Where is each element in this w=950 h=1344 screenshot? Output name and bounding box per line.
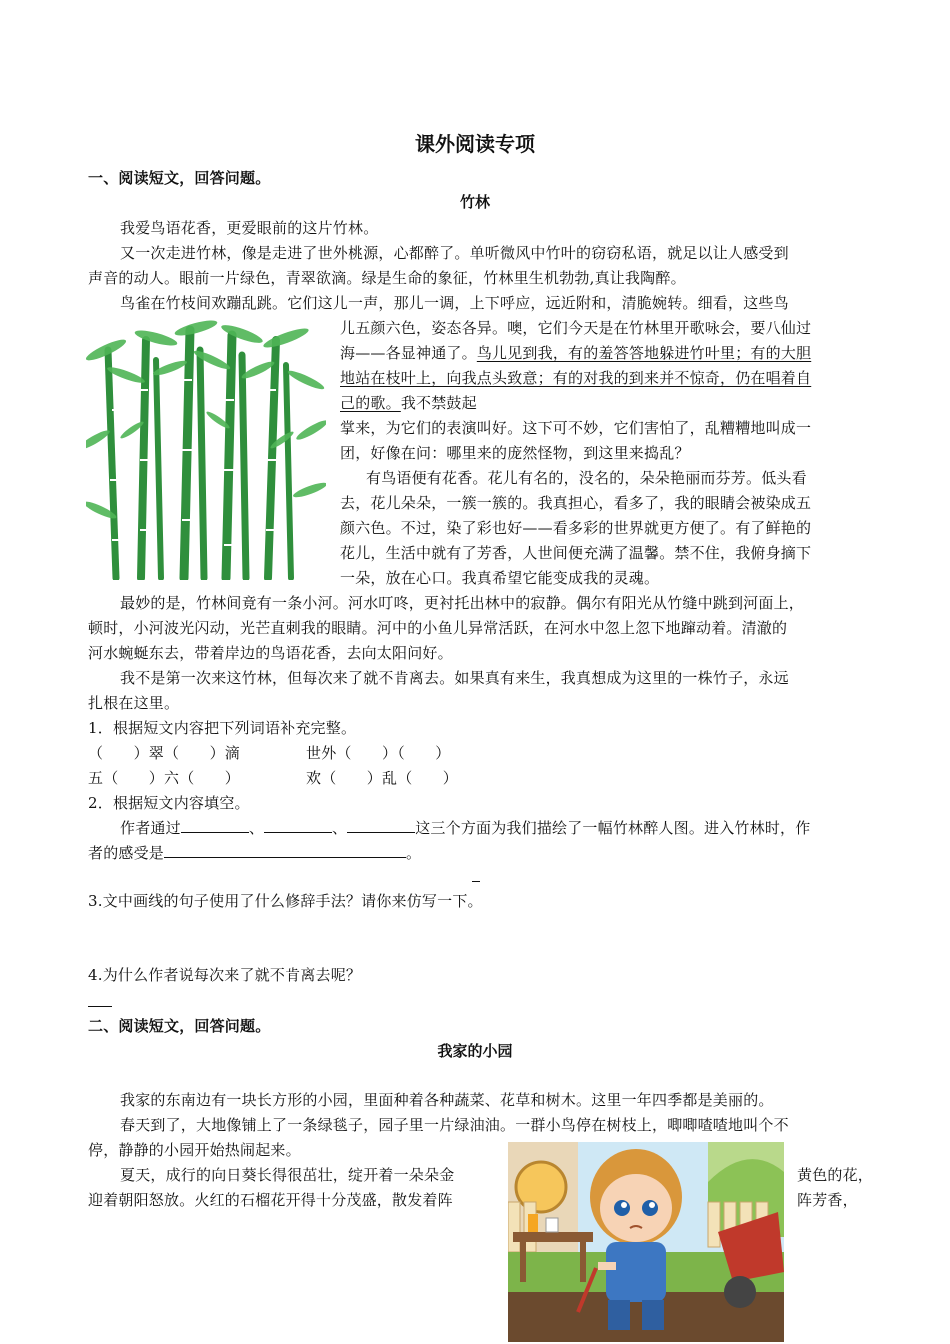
underlined-sentence: 地站在枝叶上，向我点头致意；有的对我的到来并不惊奇，仍在唱着自: [340, 369, 812, 387]
question-2: 2．根据短文内容填空。: [88, 794, 250, 812]
underlined-sentence: 己的歌。: [340, 394, 401, 412]
bamboo-illustration: [86, 320, 326, 580]
passage1-paragraph: 团，好像在问：哪里来的庞然怪物，到这里来捣乱？: [340, 444, 690, 462]
passage2-paragraph: 我家的东南边有一块长方形的小园，里面种着各种蔬菜、花草和树木。这里一年四季都是美丽的。: [120, 1091, 774, 1109]
text-run: 。: [406, 844, 422, 862]
question-4: 4.为什么作者说每次来了就不肯离去呢？: [88, 966, 362, 984]
answer-blank[interactable]: [347, 816, 415, 833]
question-2-fill: [88, 841, 863, 866]
passage1-paragraph: 花儿，生活中就有了芳香，人世间便充满了温馨。禁不住，我俯身摘下: [340, 544, 812, 562]
answer-blank[interactable]: [181, 816, 249, 833]
passage1-paragraph: 去，花儿朵朵，一簇一簇的。我真担心，看多了，我的眼睛会被染成五: [340, 494, 812, 512]
passage2-paragraph: 停，静静的小园开始热闹起来。: [88, 1141, 301, 1159]
answer-blank[interactable]: [164, 841, 406, 858]
passage2-paragraph: 春天到了，大地像铺上了一条绿毯子，园子里一片绿油油。一群小鸟停在树枝上，唧唧喳喳地叫个不: [120, 1116, 789, 1134]
passage1-paragraph: 河水蜿蜒东去，带着岸边的鸟语花香，去向太阳问好。: [88, 644, 453, 662]
question-1: 1．根据短文内容把下列词语补充完整。: [88, 719, 357, 737]
passage1-paragraph: 有鸟语便有花香。花儿有名的，没名的，朵朵艳丽而芬芳。低头看: [366, 469, 807, 487]
question-3: 3.文中画线的句子使用了什么修辞手法？请你来仿写一下。: [88, 892, 483, 910]
fill-blank-item[interactable]: 欢（ ）乱（ ）: [306, 769, 459, 787]
passage1-paragraph: 我不是第一次来这竹林，但每次来了就不肯离去。如果真有来生，我真想成为这里的一株竹子，永远: [120, 669, 789, 687]
passage1-paragraph: [340, 366, 865, 391]
passage2-paragraph: 夏天，成行的向日葵长得很茁壮，绽开着一朵朵金: [120, 1166, 455, 1184]
underlined-sentence: 鸟儿见到我，有的羞答答地躲进竹叶里；有的大胆: [476, 344, 812, 362]
text-run: 作者通过: [120, 819, 181, 837]
passage1-title: 竹林: [459, 193, 490, 211]
text-run: 、: [332, 819, 348, 837]
fill-blank-item[interactable]: （ ）翠（ ）滴: [88, 744, 241, 762]
passage1-paragraph: 鸟雀在竹枝间欢蹦乱跳。它们这儿一声，那儿一调，上下呼应，远近附和，清脆婉转。细看，这些鸟: [120, 294, 789, 312]
passage1-paragraph: [340, 391, 865, 416]
passage1-paragraph: 又一次走进竹林，像是走进了世外桃源，心都醉了。单听微风中竹叶的窃窃私语，就足以让人感受到: [120, 244, 789, 262]
passage1-paragraph: 一朵，放在心口。我真希望它能变成我的灵魂。: [340, 569, 660, 587]
section2-heading: 二、阅读短文，回答问题。: [88, 1017, 271, 1035]
passage1-paragraph: 儿五颜六色，姿态各异。噢，它们今天是在竹林里开歌咏会，要八仙过: [340, 319, 812, 337]
passage1-paragraph: 我爱鸟语花香，更爱眼前的这片竹林。: [120, 219, 379, 237]
passage1-paragraph: 顿时，小河波光闪动，光芒直刺我的眼睛。河中的小鱼儿异常活跃，在河水中忽上忽下地蹿动着。清澈的: [88, 619, 788, 637]
text-run: 这三个方面为我们描绘了一幅竹林醉人图。进入竹林时，作: [415, 819, 811, 837]
section1-heading: 一、阅读短文，回答问题。: [88, 169, 271, 187]
passage1-paragraph: 最妙的是，竹林间竟有一条小河。河水叮咚，更衬托出林中的寂静。偶尔有阳光从竹缝中跳到河面上，: [120, 594, 805, 612]
stray-mark: [472, 881, 480, 882]
fill-blank-item[interactable]: 世外（ ）（ ）: [306, 744, 451, 762]
passage2-paragraph: 迎着朝阳怒放。火红的石榴花开得十分茂盛，散发着阵: [88, 1191, 453, 1209]
passage2-paragraph: 阵芳香，: [797, 1191, 858, 1209]
passage1-paragraph: 掌来，为它们的表演叫好。这下可不妙，它们害怕了，乱糟糟地叫成一: [340, 419, 812, 437]
text-run: 海——各显神通了。: [340, 344, 477, 362]
passage2-paragraph: 黄色的花，: [797, 1166, 874, 1184]
passage1-paragraph: [340, 341, 865, 366]
passage1-paragraph: 声音的动人。眼前一片绿色，青翠欲滴。绿是生命的象征，竹林里生机勃勃,真让我陶醉。: [88, 269, 686, 287]
answer-line[interactable]: [88, 1006, 112, 1007]
garden-child-illustration: [508, 1142, 784, 1342]
text-run: 、: [248, 819, 265, 837]
answer-blank[interactable]: [264, 816, 332, 833]
passage1-paragraph: 扎根在这里。: [88, 694, 180, 712]
text-run: 我不禁鼓起: [400, 394, 477, 412]
passage2-title: 我家的小园: [437, 1042, 513, 1060]
passage1-paragraph: 颜六色。不过，染了彩也好——看多彩的世界就更方便了。有了鲜艳的: [340, 519, 812, 537]
question-2-fill: [120, 816, 863, 841]
document-title: 课外阅读专项: [415, 132, 535, 156]
text-run: 者的感受是: [88, 844, 165, 862]
fill-blank-item[interactable]: 五（ ）六（ ）: [88, 769, 241, 787]
